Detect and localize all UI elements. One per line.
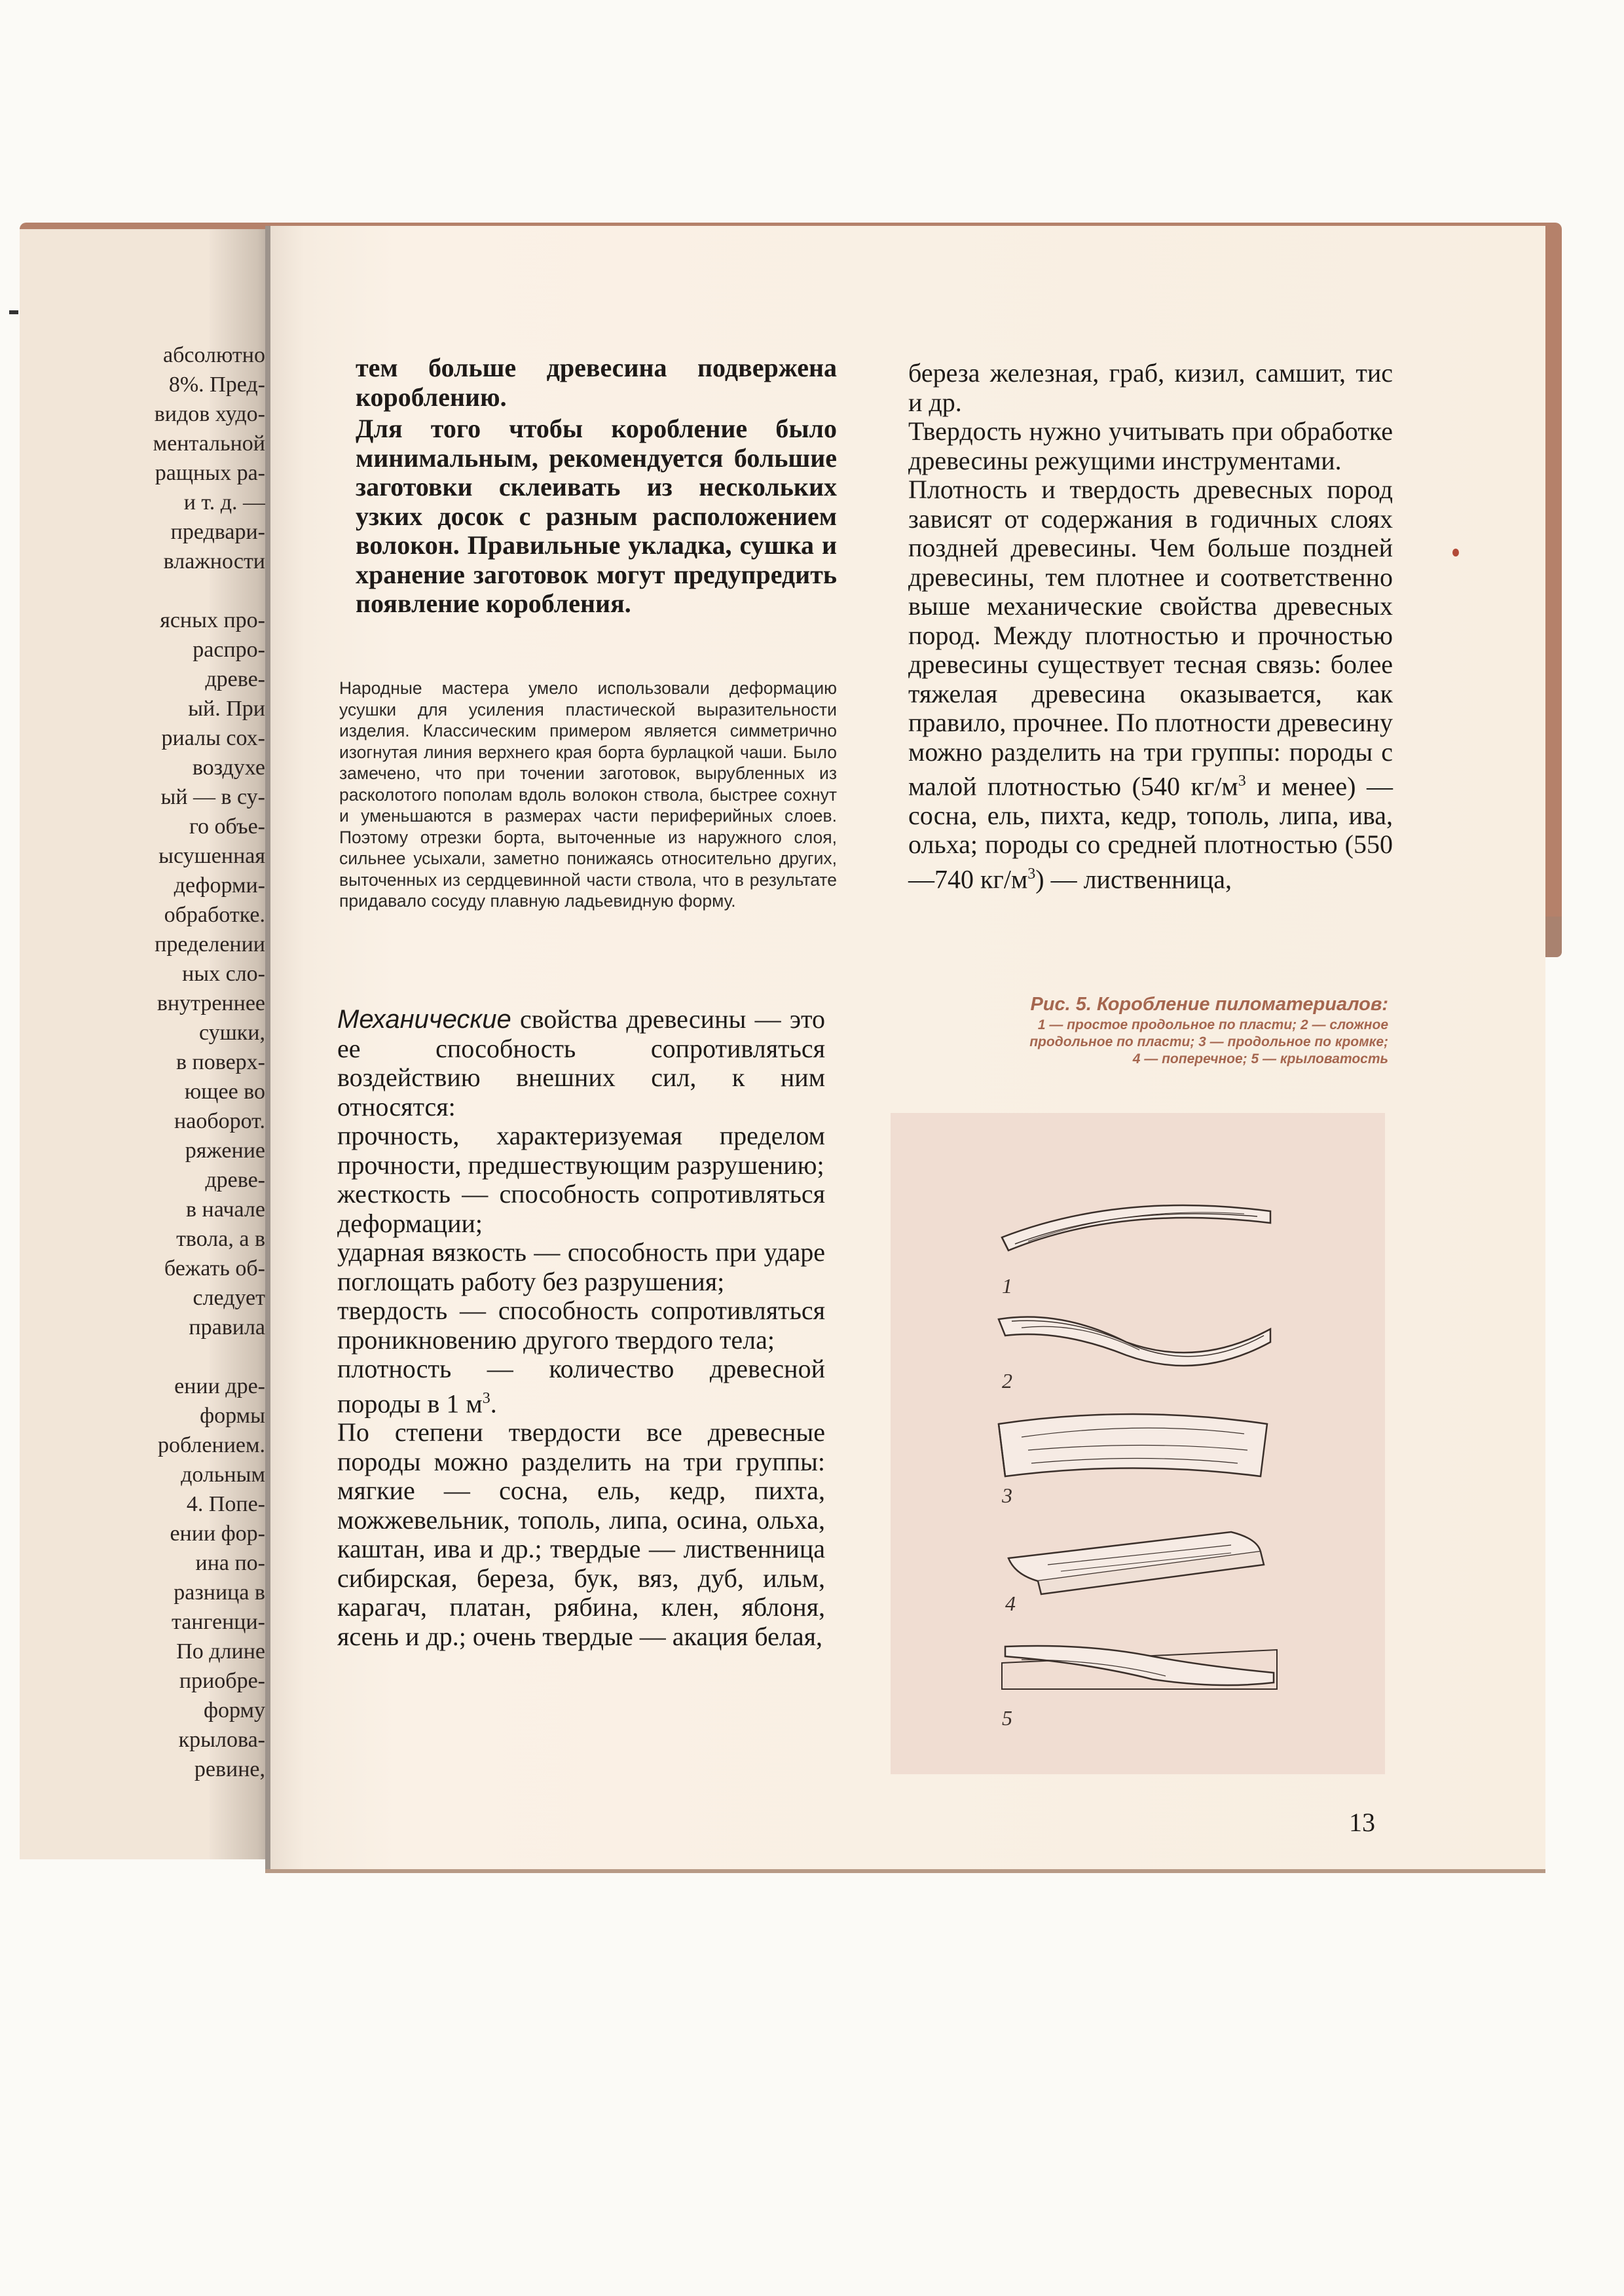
column-right: [908, 359, 1393, 894]
left-fragment-line: и т. д. —: [183, 490, 265, 515]
left-fragment-line: 4. Попе-: [186, 1492, 265, 1516]
paragraph-warping-advice: Для того чтобы коробление было минимальным, рекомендуется большие заготовки склеивать из нескольких узких досок с разным расположением волокон. Правильные укладка, сушка и хранение заготовок могут предупредить появление коробления.: [356, 414, 837, 618]
figure-caption: [904, 992, 1388, 1068]
board-5-twist: [1002, 1646, 1277, 1689]
left-fragment-line: влажности: [163, 549, 265, 574]
left-fragment-line: риалы сох-: [161, 726, 265, 750]
left-fragment-line: приобре-: [179, 1669, 265, 1693]
left-fragment-line: предвари-: [170, 520, 265, 544]
mechanical-italic: Механические: [337, 1005, 511, 1034]
left-fragment-line: формы: [200, 1404, 265, 1428]
property-strength: прочность, характеризуемая пределом прочности, предшествующим разрушению;: [337, 1121, 825, 1180]
left-fragment-line: ина по-: [195, 1551, 265, 1575]
property-impact: ударная вязкость — способность при ударе поглощать работу без разрушения;: [337, 1237, 825, 1296]
figure-warping-illustration: [891, 1113, 1385, 1774]
left-fragment-line: видов худо-: [154, 402, 265, 426]
left-fragment-line: го объе-: [189, 814, 265, 839]
left-fragment-line: обработке.: [164, 903, 265, 927]
label-3: 3: [1002, 1484, 1012, 1507]
left-fragment-line: в начале: [185, 1197, 265, 1222]
left-fragment-line: ый. При: [188, 697, 265, 721]
board-4-cup: [1008, 1532, 1264, 1594]
label-1: 1: [1002, 1274, 1012, 1298]
property-stiffness: жесткость — способность сопротивляться деформации;: [337, 1179, 825, 1238]
left-fragment-line: дольным: [181, 1463, 265, 1487]
density-text: плотность — количество древесной породы в 1 м: [337, 1354, 825, 1418]
left-fragment-line: крылова-: [178, 1728, 265, 1752]
left-fragment-line: абсолютно: [162, 343, 265, 367]
left-fragment-line: [29, 576, 265, 606]
left-fragment-line: ных сло-: [182, 962, 265, 986]
left-fragment-line: воздухе: [192, 756, 265, 780]
left-fragment-line: ении фор-: [170, 1522, 265, 1546]
warping-drawing: [891, 1113, 1385, 1774]
left-fragment-line: ении дре-: [174, 1374, 265, 1398]
left-fragment-line: в поверх-: [175, 1050, 265, 1074]
left-fragment-line: ревине,: [194, 1757, 265, 1781]
left-fragment-line: тангенци-: [171, 1610, 265, 1634]
gutter-line: [265, 226, 270, 1869]
mechanical-rest: свойства древесины — это ее способность сопротивляться воздействию внешних сил, к ним относятся:: [337, 1004, 825, 1121]
corner-mark: [9, 310, 18, 314]
column-left: [356, 354, 837, 619]
left-fragment-line: наоборот.: [174, 1109, 265, 1133]
paragraph-hardness-tools: Твердость нужно учитывать при обработке древесины режущими инструментами.: [908, 416, 1393, 475]
density-end: .: [490, 1388, 497, 1418]
left-fragment-line: По длине: [176, 1639, 265, 1664]
property-hardness: твердость — способность сопротивляться проникновению другого твердого тела;: [337, 1296, 825, 1355]
hardness-groups-paragraph: По степени твердости все древесные породы можно разделить на три группы: мягкие — сосна, ель, кедр, пихта, можжевельник, тополь, липа, осина, ольха, каштан, ива и др.; твердые — лиственница сибирская, береза, бук, вяз, дуб, ильм, карагач, платан, рябина, клен, яблоня, ясень и др.; очень твердые — акация белая,: [337, 1417, 825, 1651]
left-fragment-line: правила: [189, 1315, 265, 1339]
left-fragment-line: [29, 1342, 265, 1372]
mechanical-properties-paragraph: [337, 1005, 825, 1121]
board-1-simple-bow: [1002, 1205, 1270, 1250]
left-fragment-line: древе-: [205, 1168, 265, 1192]
left-fragment-line: 8%. Пред-: [168, 373, 265, 397]
left-fragment-line: ментальной: [153, 431, 265, 456]
paragraph-intro: тем больше древесина подвержена короблению.: [356, 353, 837, 412]
density-para-c: ) — лиственница,: [1035, 864, 1232, 894]
left-fragment-line: ясных про-: [160, 608, 265, 632]
left-page-text-fragments: [29, 340, 265, 1784]
property-density: [337, 1355, 825, 1418]
board-3-edge-bow: [999, 1414, 1267, 1476]
caption-line-3: 4 — поперечное; 5 — крыловатость: [1132, 1051, 1388, 1066]
left-fragment-line: сушки,: [198, 1021, 265, 1045]
density-para-sup1: 3: [1238, 773, 1246, 790]
left-fragment-line: ый — в су-: [160, 785, 265, 809]
density-para-b: и менее) — сосна, ель, пихта, кедр, тополь, липа, ива, ольха; породы со средней плотностью (550—740 кг/м: [908, 771, 1393, 894]
left-fragment-line: пределении: [155, 932, 265, 957]
paragraph-density: [908, 475, 1393, 894]
left-fragment-line: разница в: [174, 1580, 265, 1605]
page-number: 13: [1349, 1808, 1375, 1837]
density-para-sup2: 3: [1027, 865, 1036, 883]
paragraph-hard-species: береза железная, граб, кизил, самшит, тис и др.: [908, 358, 1393, 417]
left-fragment-line: следует: [193, 1286, 265, 1310]
left-fragment-line: ряжение: [185, 1139, 265, 1163]
folk-craft-note: Народные мастера умело использовали деформацию усушки для усиления пластической выразительности изделия. Классическим примером является симметрично изогнутая линия верхнего края борта бурлацкой чаши. Было замечено, что при точении заготовок, вырубленных из расколотого пополам вдоль волокон ствола, быстрее сохнут и уменьшаются в размерах части периферийных слоев. Поэтому отрезки борта, выточенные из наружного слоя, сильнее усыхали, заметно понижаясь относительно других, выточенных из сердцевинной части ствола, что в результате придавало сосуду плавную ладьевидную форму.: [339, 678, 837, 911]
left-fragment-line: бежать об-: [164, 1256, 265, 1281]
label-2: 2: [1002, 1369, 1012, 1393]
left-fragment-line: ысушенная: [158, 844, 265, 868]
left-fragment-line: деформи-: [174, 873, 265, 898]
caption-title: Рис. 5. Коробление пиломатериалов:: [1030, 994, 1388, 1015]
left-fragment-line: распро-: [193, 638, 265, 662]
label-5: 5: [1002, 1706, 1012, 1730]
left-fragment-line: роблением.: [157, 1433, 265, 1457]
left-fragment-line: ращных ра-: [155, 461, 265, 485]
caption-line-2: продольное по пласти; 3 — продольное по кромке;: [1029, 1034, 1388, 1049]
density-para-a: Плотность и твердость древесных пород зависят от содержания в годичных слоях поздней древесины. Чем больше поздней древесины, тем плотнее и соответственно выше механические свойства древесных пород. Между плотностью и прочностью древесины существует тесная связь: более тяжелая древесина оказывается, как правило, прочнее. По плотности древесину можно разделить на три группы: породы с малой плотностью (540 кг/м: [908, 475, 1393, 801]
column-left-lower: [337, 1005, 825, 1651]
label-4: 4: [1005, 1592, 1016, 1615]
density-sup: 3: [482, 1389, 490, 1407]
left-fragment-line: твола, а в: [176, 1227, 265, 1251]
left-fragment-line: ющее во: [184, 1080, 265, 1104]
left-fragment-line: древе-: [205, 667, 265, 691]
board-2-complex-bow: [999, 1317, 1270, 1366]
caption-line-1: 1 — простое продольное по пласти; 2 — сложное: [1037, 1017, 1388, 1032]
ink-dot: [1452, 549, 1459, 556]
left-fragment-line: форму: [203, 1698, 265, 1722]
left-fragment-line: внутреннее: [157, 991, 265, 1015]
